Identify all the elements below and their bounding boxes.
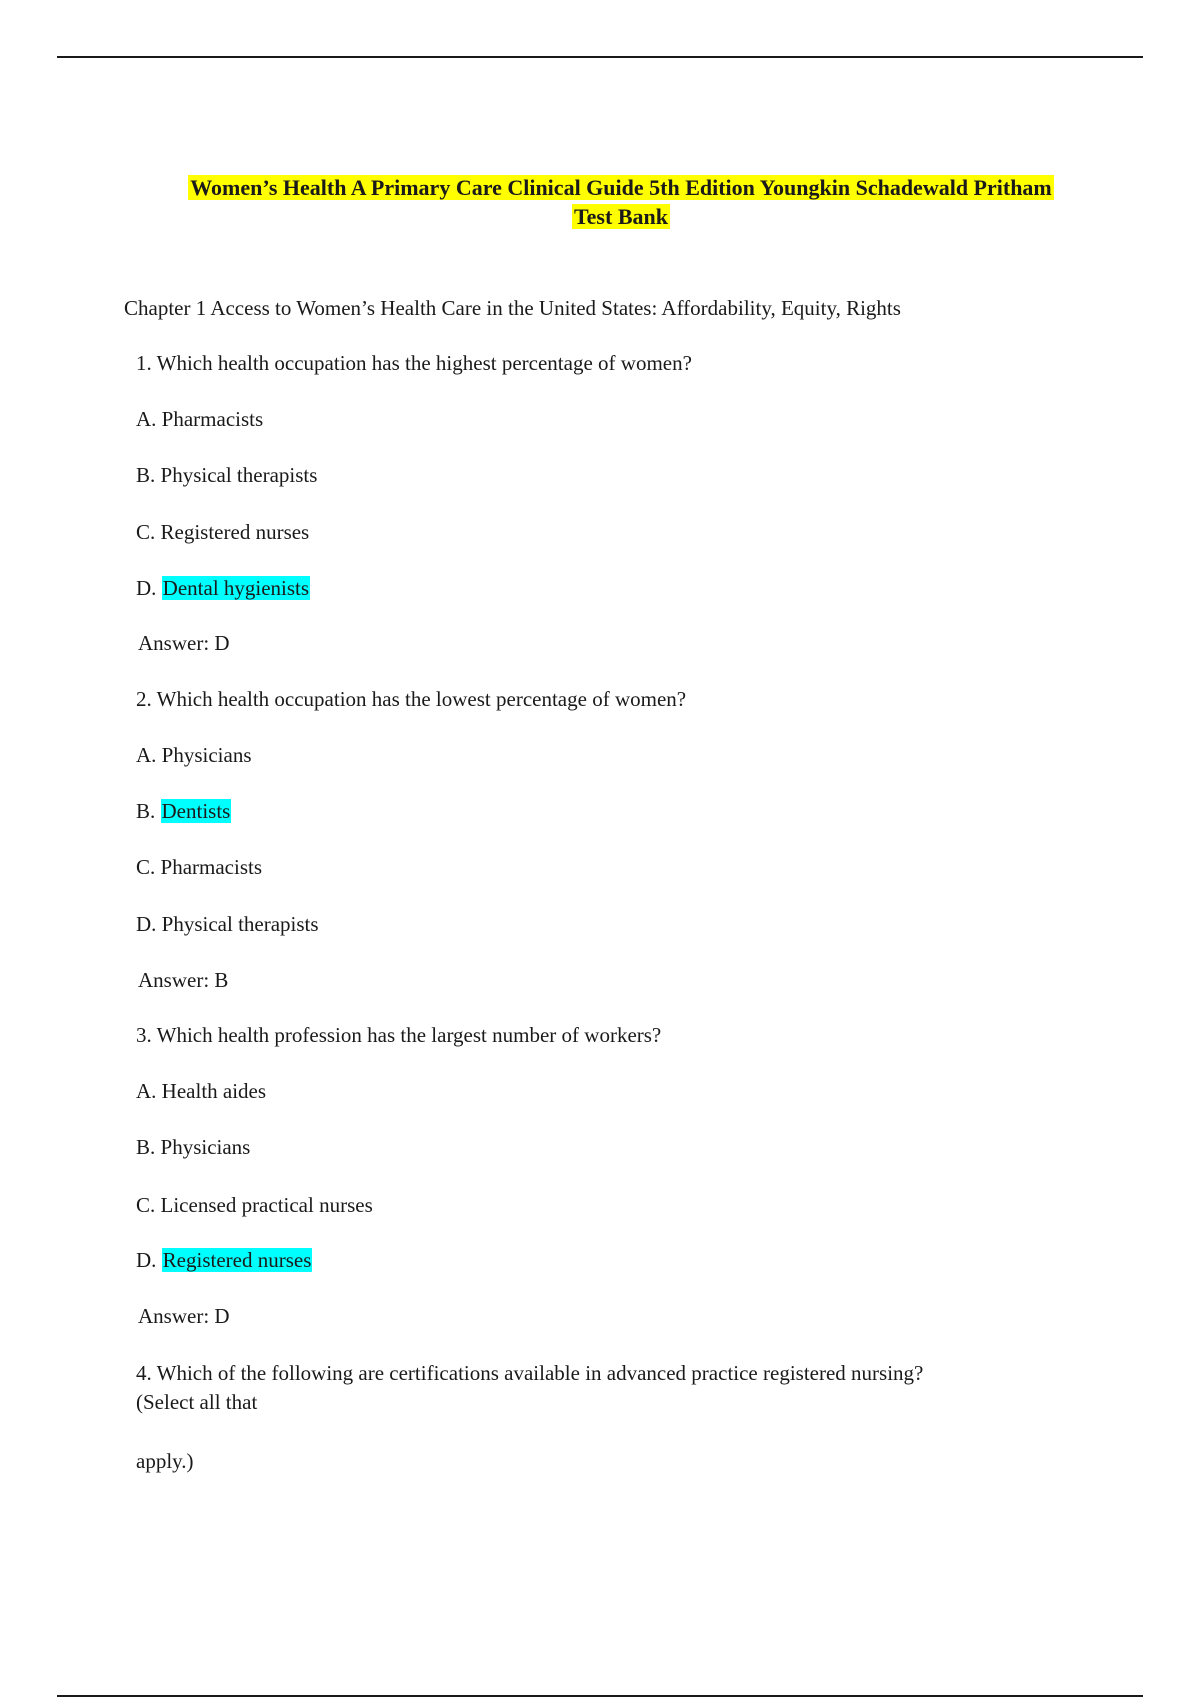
q1-option-b (136, 462, 317, 488)
chapter-heading: Chapter 1 Access to Women’s Health Care in the United States: Affordability, Equity, Rights (124, 296, 901, 320)
question-1: 1. Which health occupation has the highest percentage of women? (136, 351, 692, 375)
option-text: C. (136, 520, 161, 544)
title-line-2: Test Bank (574, 204, 668, 229)
option-text: Health aides (161, 1079, 267, 1103)
option-text: B. (136, 1135, 161, 1159)
q3-option-d (136, 1247, 312, 1273)
question-2: 2. Which health occupation has the lowest percentage of women? (136, 687, 687, 711)
option-text: C. (136, 855, 161, 879)
q2-option-c (136, 854, 262, 880)
top-rule (57, 56, 1143, 58)
q3-answer: Answer: D (138, 1304, 230, 1328)
q2-answer: Answer: B (138, 968, 229, 992)
option-text: A. (136, 743, 162, 767)
option-text: D. (136, 912, 162, 936)
q3-option-a (136, 1078, 266, 1104)
option-text: C. (136, 1193, 161, 1217)
highlighted-answer: Dentists (161, 799, 231, 823)
question-3: 3. Which health profession has the largest number of workers? (136, 1023, 662, 1047)
option-text: Physicians (160, 1135, 251, 1159)
q2-option-d (136, 911, 319, 937)
document-title (80, 173, 1162, 231)
q1-option-a (136, 406, 263, 432)
option-text: Pharmacists (161, 407, 264, 431)
q3-option-b (136, 1134, 250, 1160)
highlighted-answer: Registered nurses (162, 1248, 312, 1272)
option-text: Physical therapists (161, 912, 319, 936)
option-text: Registered nurses (160, 520, 310, 544)
q1-answer: Answer: D (138, 631, 230, 655)
option-text: A. (136, 407, 162, 431)
q2-option-a (136, 742, 252, 768)
title-line-1: Women’s Health A Primary Care Clinical Guide 5th Edition Youngkin Schadewald Pritham (190, 175, 1052, 200)
question-4-line-1: 4. Which of the following are certifications available in advanced practice registered nursing? (136, 1361, 924, 1385)
option-text: Pharmacists (160, 855, 262, 879)
option-text: B. (136, 463, 161, 487)
q1-option-c (136, 519, 309, 545)
option-text: A. (136, 1079, 162, 1103)
option-text: Physical therapists (160, 463, 318, 487)
option-text: D. (136, 1248, 162, 1272)
q3-option-c (136, 1192, 373, 1218)
question-4-line-3: apply.) (136, 1449, 194, 1473)
option-text: D. (136, 576, 162, 600)
option-text: B. (136, 799, 161, 823)
bottom-rule (57, 1695, 1143, 1697)
q2-option-b (136, 798, 231, 824)
option-text: Licensed practical nurses (160, 1193, 373, 1217)
option-text: Physicians (161, 743, 252, 767)
question-4-line-2: (Select all that (136, 1390, 258, 1414)
q1-option-d (136, 575, 310, 601)
highlighted-answer: Dental hygienists (162, 576, 310, 600)
